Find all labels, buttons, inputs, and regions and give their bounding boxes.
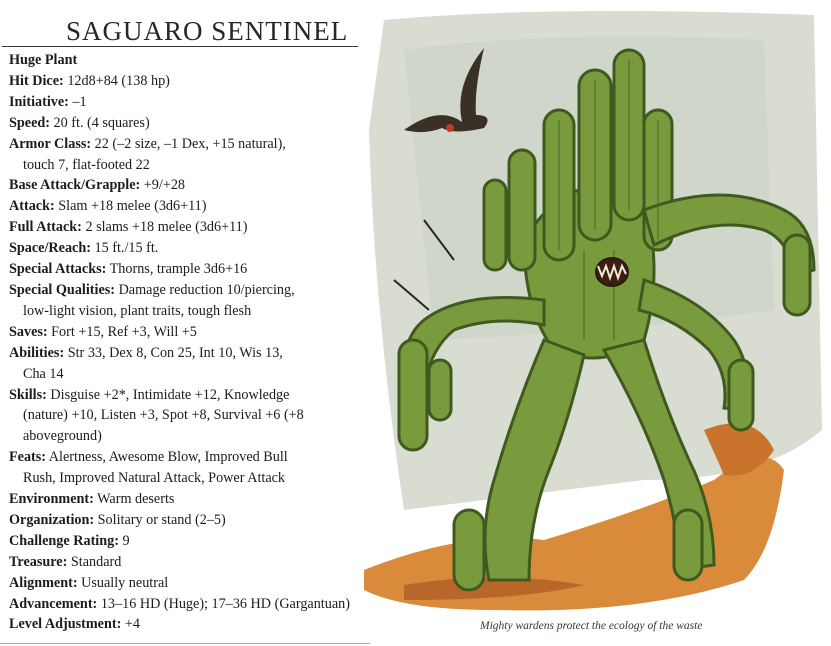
stat-label: Full Attack: — [9, 219, 82, 236]
stat-value: 13–16 HD (Huge); 17–36 HD (Gargantuan) — [97, 595, 350, 612]
stat-block — [9, 50, 369, 635]
stat-value: 2 slams +18 melee (3d6+11) — [81, 219, 248, 236]
stat-label: Advancement: — [9, 595, 98, 612]
stat-line — [9, 322, 369, 343]
stat-line — [9, 385, 369, 406]
stat-continuation: Rush, Improved Natural Attack, Power Attack — [23, 470, 286, 487]
stat-label: Treasure: — [9, 553, 68, 570]
stat-label: Special Qualities: — [9, 281, 116, 298]
stat-line — [9, 531, 369, 552]
stat-line — [9, 134, 369, 155]
stat-continuation: Cha 14 — [23, 365, 64, 382]
stat-value: 22 (–2 size, –1 Dex, +15 natural), — [91, 135, 286, 152]
stat-label: Alignment: — [9, 574, 78, 591]
stat-value: +4 — [121, 616, 140, 633]
stat-line — [9, 238, 369, 259]
creature-mouth — [596, 258, 628, 286]
stat-value: 9 — [118, 532, 130, 549]
stat-value: Str 33, Dex 8, Con 25, Int 10, Wis 13, — [64, 344, 283, 361]
stat-line — [9, 510, 369, 531]
stat-label: Skills: — [9, 386, 47, 403]
stat-line — [9, 489, 369, 510]
stat-value: +9/+28 — [140, 177, 186, 194]
stat-line — [9, 92, 369, 113]
stat-line — [9, 71, 369, 92]
stat-label: Initiative: — [9, 93, 69, 110]
stat-continuation: aboveground) — [23, 428, 102, 445]
stat-label: Organization: — [9, 511, 95, 528]
illustration-caption: Mighty wardens protect the ecology of the waste — [480, 620, 703, 632]
stat-value: 20 ft. (4 squares) — [50, 114, 150, 131]
stat-value: Solitary or stand (2–5) — [94, 511, 226, 528]
stat-value: Slam +18 melee (3d6+11) — [54, 198, 207, 215]
stat-value: Thorns, trample 3d6+16 — [106, 261, 248, 278]
stat-line — [9, 175, 369, 196]
stat-line — [9, 50, 369, 71]
stat-label: Hit Dice: — [9, 72, 64, 89]
stat-label: Base Attack/Grapple: — [9, 177, 141, 194]
title-divider — [2, 46, 358, 47]
illustration — [344, 10, 824, 614]
stat-continuation: touch 7, flat-footed 22 — [23, 156, 150, 173]
stat-value: 12d8+84 (138 hp) — [63, 72, 170, 89]
stat-value: Usually neutral — [77, 574, 169, 591]
stat-label: Speed: — [9, 114, 50, 131]
page-title: SAGUARO SENTINEL — [66, 16, 349, 46]
stat-continuation: low-light vision, plant traits, tough flesh — [23, 302, 252, 319]
stat-label: Level Adjustment: — [9, 616, 122, 633]
stat-value: Fort +15, Ref +3, Will +5 — [47, 323, 197, 340]
stat-value: Warm deserts — [93, 491, 175, 508]
stat-line — [9, 217, 369, 238]
stat-line — [9, 552, 369, 573]
stat-label: Armor Class: — [9, 135, 92, 152]
stat-value: Damage reduction 10/piercing, — [115, 281, 295, 298]
stat-value: 15 ft./15 ft. — [90, 240, 159, 257]
stat-line — [9, 343, 369, 364]
stat-line — [9, 113, 369, 134]
stat-line — [9, 196, 369, 217]
stat-label: Space/Reach: — [9, 240, 91, 257]
stat-label: Abilities: — [9, 344, 65, 361]
stat-label: Saves: — [9, 323, 48, 340]
stat-value: Standard — [67, 553, 122, 570]
stat-line — [9, 259, 369, 280]
stat-line — [9, 447, 369, 468]
stat-continuation: (nature) +10, Listen +3, Spot +8, Survival +6 (+8 — [23, 407, 304, 424]
stat-line — [9, 614, 369, 635]
stat-label: Feats: — [9, 449, 47, 466]
stat-label: Challenge Rating: — [9, 532, 119, 549]
stat-line — [9, 573, 369, 594]
stat-value: –1 — [68, 93, 87, 110]
stat-type: Huge Plant — [9, 52, 78, 68]
stat-line — [9, 280, 369, 301]
footer-divider — [0, 643, 370, 644]
stat-value: Disguise +2*, Intimidate +12, Knowledge — [46, 386, 290, 403]
stat-label: Environment: — [9, 491, 94, 508]
stat-line — [9, 594, 369, 615]
stat-label: Special Attacks: — [9, 261, 107, 278]
stat-label: Attack: — [9, 198, 55, 215]
stat-value: Alertness, Awesome Blow, Improved Bull — [46, 449, 288, 466]
